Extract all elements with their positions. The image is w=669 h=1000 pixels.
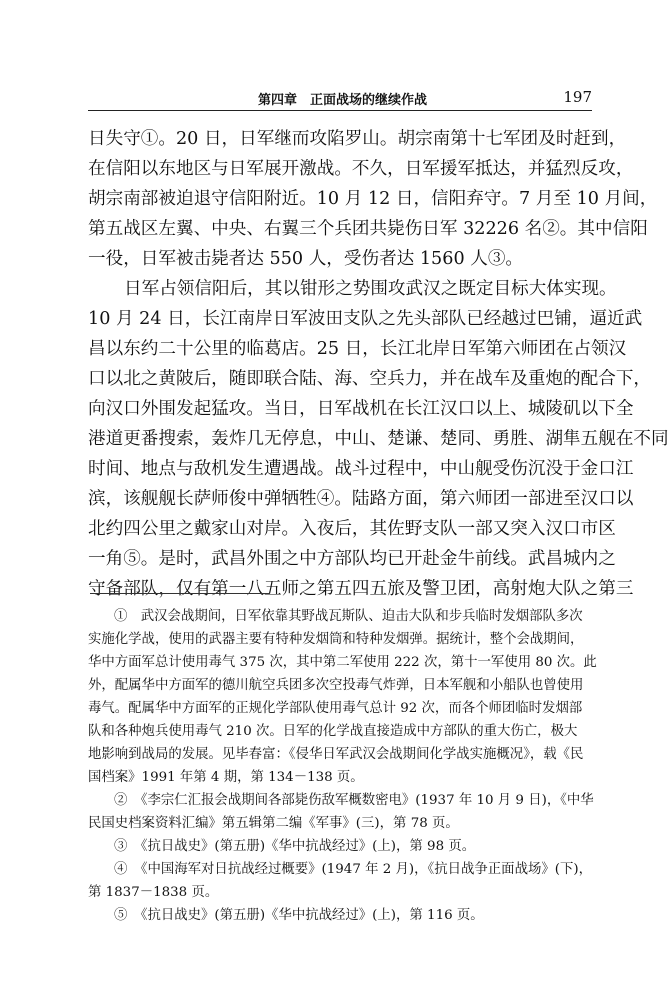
body-line: 向汉口外围发起猛攻。当日，日军战机在长江汉口以上、城陵矶以下全 [88, 399, 634, 419]
footnote-line: ① 武汉会战期间，日军依靠其野战瓦斯队、迫击大队和步兵临时发烟部队多次 [114, 609, 583, 624]
body-line: 北约四公里之戴家山对岸。入夜后，其佐野支队一部又突入汉口市区 [88, 519, 616, 539]
body-line: 守备部队，仅有第一八五师之第五四五旅及警卫团，高射炮大队之第三 [88, 579, 634, 599]
footnote-line: 第 1837－1838 页。 [88, 885, 219, 900]
body-line: 日失守①。20 日，日军继而攻陷罗山。胡宗南第十七军团及时赶到， [88, 129, 627, 149]
footnote-line: ② 《李宗仁汇报会战期间各部毙伤敌军概数密电》(1937 年 10 月 9 日)，《中华 [114, 793, 594, 808]
body-line: 10 月 24 日，长江南岸日军波田支队之先头部队已经越过巴铺，逼近武 [88, 309, 643, 329]
chapter-title: 第四章 正面战场的继续作战 [258, 93, 428, 108]
body-line: 昌以东约二十公里的临葛店。25 日，长江北岸日军第六师团在占领汉 [88, 339, 627, 359]
body-line: 一役，日军被击毙者达 550 人，受伤者达 1560 人③。 [88, 249, 524, 269]
footnote-line: 毒气。配属华中方面军的正规化学部队使用毒气总计 92 次，而各个师团临时发烟部 [88, 701, 583, 716]
footnote-line: 民国史档案资料汇编》第五辑第二编《军事》(三)，第 78 页。 [88, 816, 459, 831]
footnote-line: ③ 《抗日战史》(第五册)《华中抗战经过》(上)，第 98 页。 [114, 839, 476, 854]
body-line: 滨，该舰舰长萨师俊中弹牺牲④。陆路方面，第六师团一部进至汉口以 [88, 489, 634, 509]
footnote-line: 华中方面军总计使用毒气 375 次，其中第二军使用 222 次，第十一军使用 80 次。此 [88, 655, 597, 670]
body-line: 日军占领信阳后，其以钳形之势围攻武汉之既定目标大体实现。 [124, 279, 617, 299]
body-text [88, 124, 669, 604]
body-line: 口以北之黄陂后，随即联合陆、海、空兵力，并在战车及重炮的配合下， [88, 369, 652, 389]
footnote-line: ④ 《中国海军对日抗战经过概要》(1947 年 2 月)，《抗日战争正面战场》(下)， [114, 862, 592, 877]
footnote-line: 外，配属华中方面军的德川航空兵团多次空投毒气炸弹，日本军舰和小船队也曾使用 [88, 678, 584, 693]
page-number: 197 [563, 88, 592, 106]
footnote-line: 地影响到战局的发展。见毕春富：《侵华日军武汉会战期间化学战实施概况》，载《民 [88, 747, 584, 762]
body-line: 在信阳以东地区与日军展开激战。不久，日军援军抵达，并猛烈反攻， [88, 159, 634, 179]
footnote-separator [90, 593, 270, 594]
body-line: 胡宗南部被迫退守信阳附近。10 月 12 日，信阳弃守。7 月至 10 月间， [88, 189, 658, 209]
body-line: 第五战区左翼、中央、右翼三个兵团共毙伤日军 32226 名②。其中信阳 [88, 219, 648, 239]
footnotes [88, 605, 597, 927]
footnote-line: 实施化学战，使用的武器主要有特种发烟筒和特种发烟弹。据统计，整个会战期间， [88, 632, 584, 647]
body-line: 时间、地点与敌机发生遭遇战。战斗过程中，中山舰受伤沉没于金口江 [88, 459, 634, 479]
footnote-line: ⑤ 《抗日战史》(第五册)《华中抗战经过》(上)，第 116 页。 [114, 908, 484, 923]
body-line: 港道更番搜索，轰炸几无停息，中山、楚谦、楚同、勇胜、湖隼五舰在不同 [88, 429, 669, 449]
footnote-line: 队和各种炮兵使用毒气 210 次。日军的化学战直接造成中方部队的重大伤亡，极大 [88, 724, 578, 739]
running-header [88, 88, 592, 111]
footnote-line: 国档案》1991 年第 4 期，第 134－138 页。 [88, 770, 364, 785]
body-line: 一角⑤。是时，武昌外围之中方部队均已开赴金牛前线。武昌城内之 [88, 549, 616, 569]
